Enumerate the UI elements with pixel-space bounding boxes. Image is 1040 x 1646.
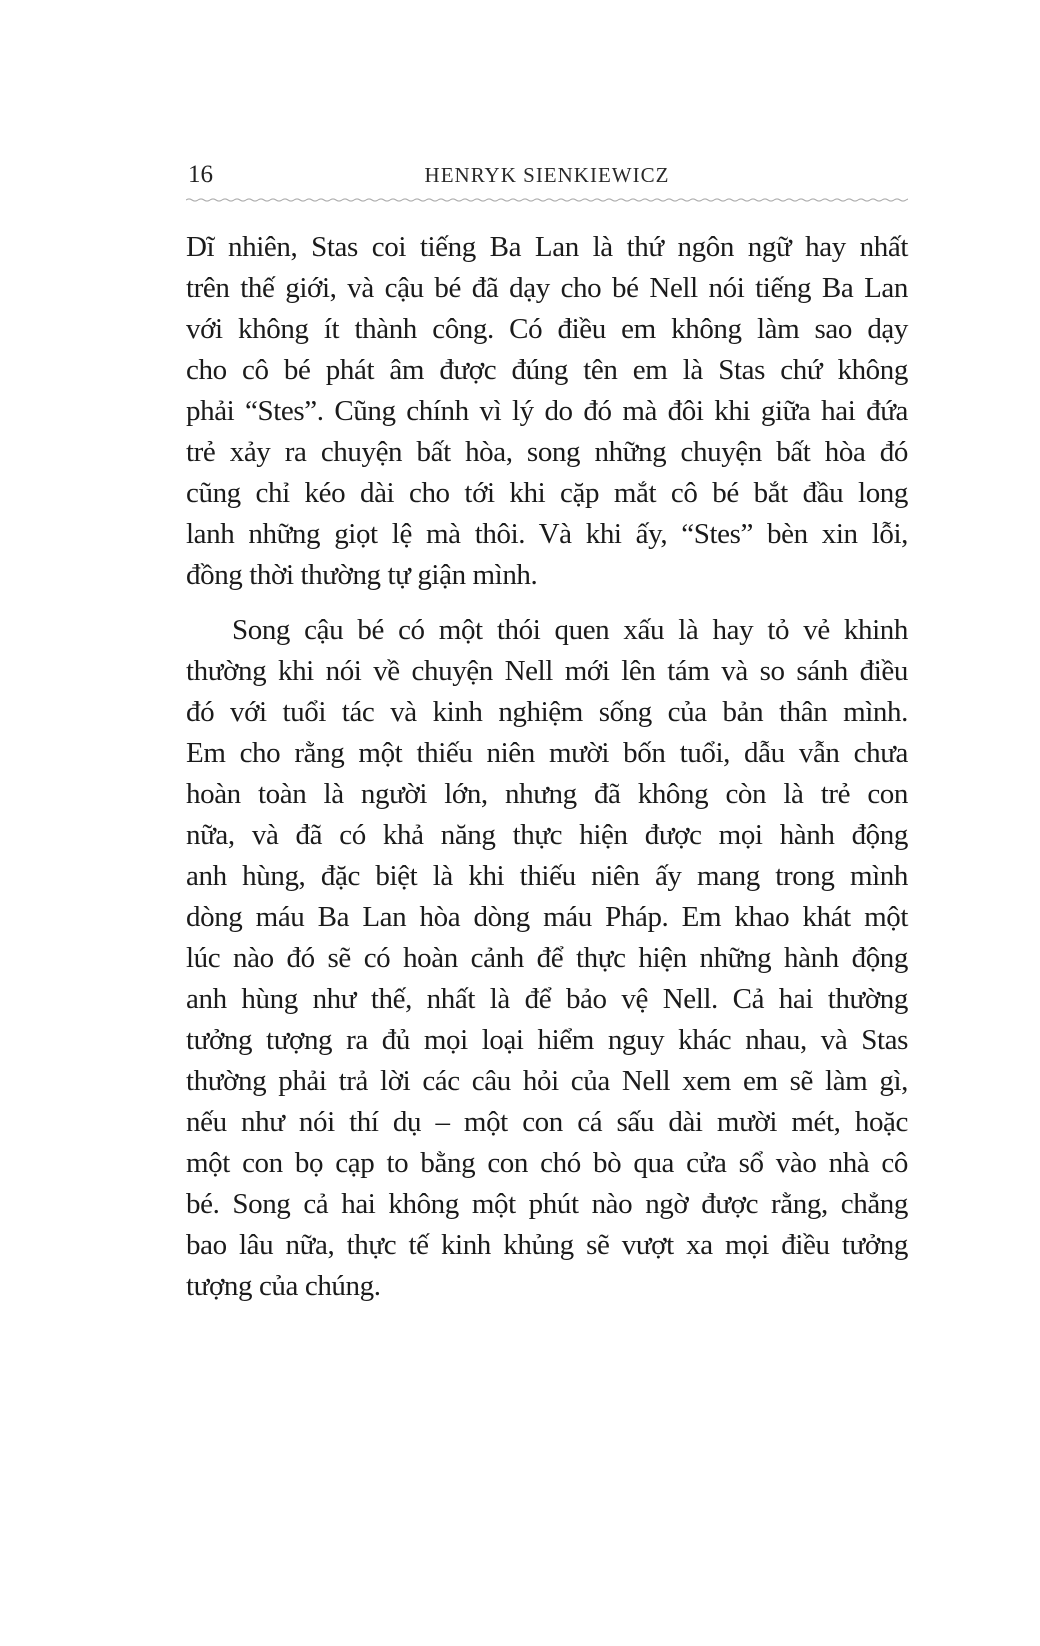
text-line: bao lâu nữa, thực tế kinh khủng sẽ vượt xa mọi điều tưởng <box>186 1229 908 1261</box>
text-line: Song cậu bé có một thói quen xấu là hay tỏ vẻ khinh <box>232 614 908 646</box>
text-line: lanh những giọt lệ mà thôi. Và khi ấy, “Stes” bèn xin lỗi, <box>186 518 908 550</box>
page-body <box>186 0 908 1646</box>
text-line: nếu như nói thí dụ – một con cá sấu dài mười mét, hoặc <box>186 1106 908 1138</box>
text-line: dòng máu Ba Lan hòa dòng máu Pháp. Em khao khát một <box>186 901 908 933</box>
text-line: đồng thời thường tự giận mình. <box>186 559 538 591</box>
running-header-row <box>186 160 908 190</box>
paragraph <box>186 227 908 596</box>
text-line: một con bọ cạp to bằng con chó bò qua cửa sổ vào nhà cô <box>186 1147 908 1179</box>
text-line: anh hùng như thế, nhất là để bảo vệ Nell. Cả hai thường <box>186 983 908 1015</box>
text-line: thường khi nói về chuyện Nell mới lên tám và so sánh điều <box>186 655 908 687</box>
text-line: lúc nào đó sẽ có hoàn cảnh để thực hiện những hành động <box>186 942 908 974</box>
text-line: trên thế giới, và cậu bé đã dạy cho bé Nell nói tiếng Ba Lan <box>186 272 908 304</box>
body-text <box>186 227 908 1307</box>
text-line: tượng của chúng. <box>186 1270 381 1302</box>
text-line: với không ít thành công. Có điều em không làm sao dạy <box>186 313 908 345</box>
text-line: hoàn toàn là người lớn, nhưng đã không còn là trẻ con <box>186 778 908 810</box>
wavy-divider-line <box>186 197 908 203</box>
text-line: đó với tuổi tác và kinh nghiệm sống của bản thân mình. <box>186 696 908 728</box>
running-header-title: HENRYK SIENKIEWICZ <box>424 163 670 187</box>
page-number: 16 <box>188 161 213 188</box>
text-line: Em cho rằng một thiếu niên mười bốn tuổi, dẫu vẫn chưa <box>186 737 908 769</box>
text-line: cũng chỉ kéo dài cho tới khi cặp mắt cô bé bắt đầu long <box>186 477 908 509</box>
text-line: cho cô bé phát âm được đúng tên em là Stas chứ không <box>186 354 908 386</box>
text-line: anh hùng, đặc biệt là khi thiếu niên ấy mang trong mình <box>186 860 908 892</box>
text-line: trẻ xảy ra chuyện bất hòa, song những chuyện bất hòa đó <box>186 436 908 468</box>
text-line: nữa, và đã có khả năng thực hiện được mọi hành động <box>186 819 908 851</box>
text-line: phải “Stes”. Cũng chính vì lý do đó mà đôi khi giữa hai đứa <box>186 395 908 427</box>
text-line: Dĩ nhiên, Stas coi tiếng Ba Lan là thứ ngôn ngữ hay nhất <box>186 231 908 263</box>
text-line: thường phải trả lời các câu hỏi của Nell xem em sẽ làm gì, <box>186 1065 908 1097</box>
text-line: tưởng tượng ra đủ mọi loại hiểm nguy khác nhau, và Stas <box>186 1024 908 1056</box>
paragraph <box>186 610 908 1307</box>
text-line: bé. Song cả hai không một phút nào ngờ được rằng, chẳng <box>186 1188 908 1220</box>
